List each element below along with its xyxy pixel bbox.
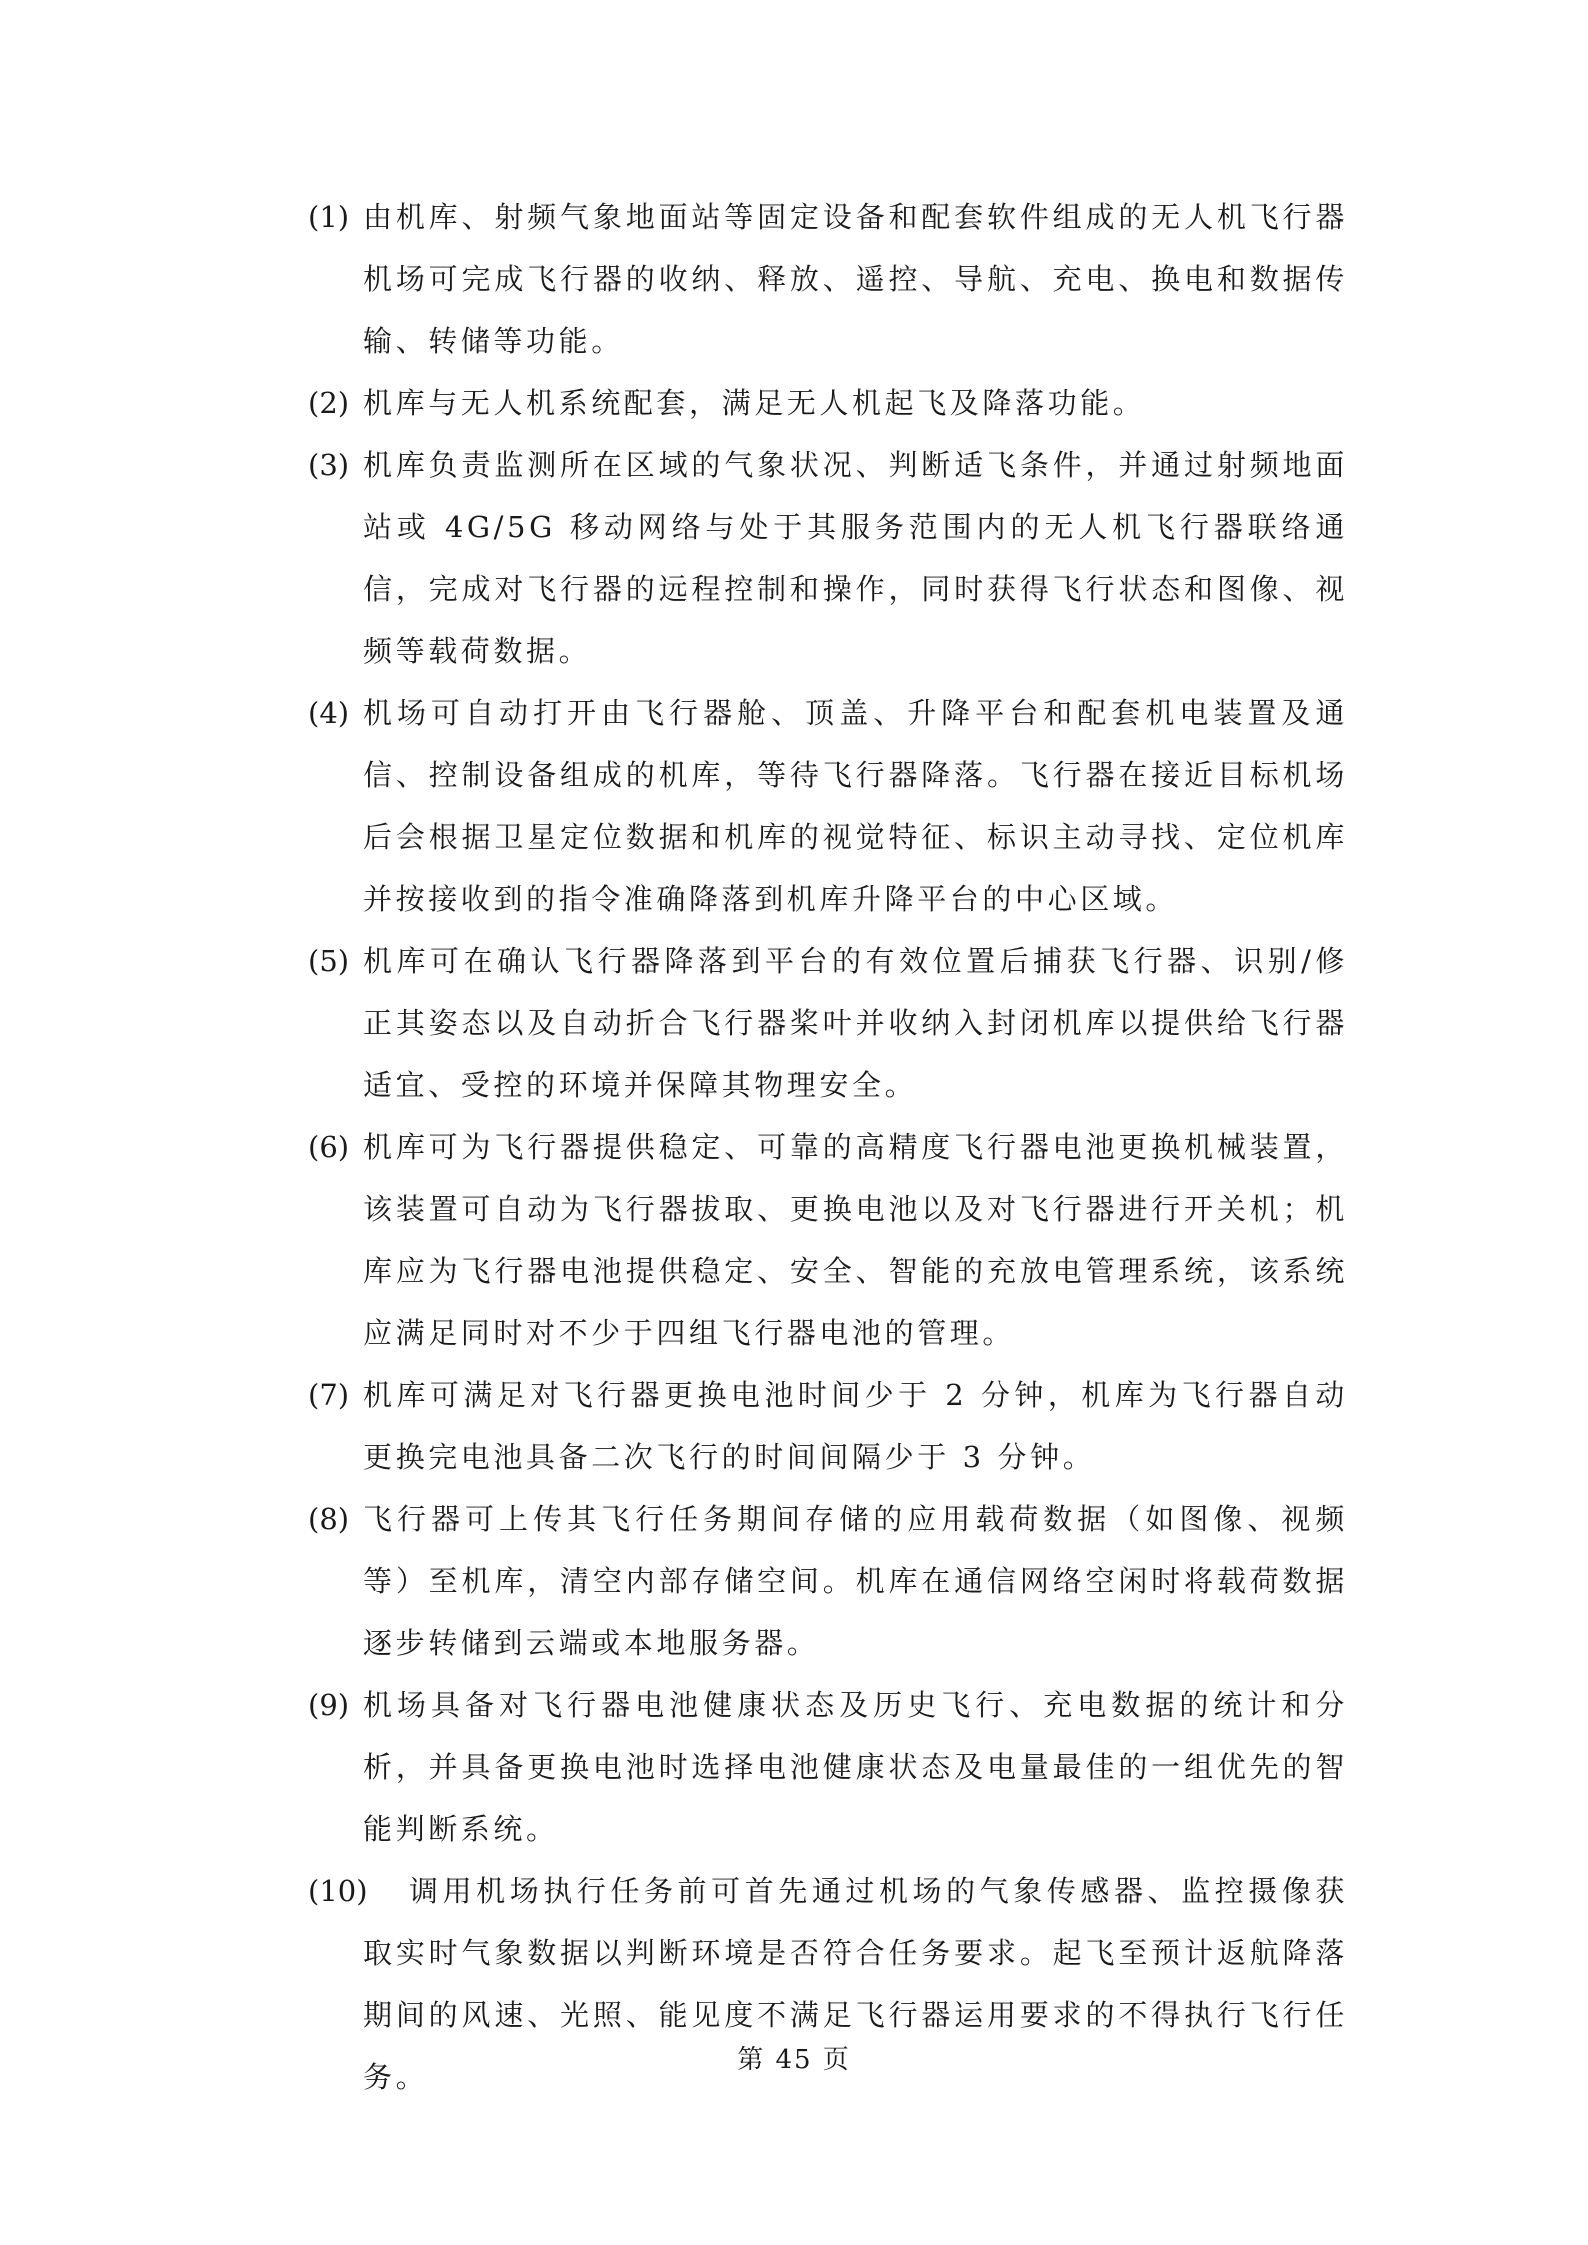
item-text: 机库负责监测所在区域的气象状况、判断适飞条件，并通过射频地面站或 4G/5G 移动网络与处于其服务范围内的无人机飞行器联络通信，完成对飞行器的远程控制和操作，同时获得飞行状态和图像、视频等载荷数据。: [363, 448, 1348, 668]
item-number: (5): [308, 944, 350, 978]
item-text: 机场具备对飞行器电池健康状态及历史飞行、充电数据的统计和分析，并具备更换电池时选择电池健康状态及电量最佳的一组优先的智能判断系统。: [363, 1688, 1348, 1846]
list-item: [308, 372, 1348, 434]
list-item: [308, 930, 1348, 1116]
list-item: [308, 1364, 1348, 1488]
list-item: [308, 186, 1348, 372]
item-text: 调用机场执行任务前可首先通过机场的气象传感器、监控摄像获取实时气象数据以判断环境是否符合任务要求。起飞至预计返航降落期间的风速、光照、能见度不满足飞行器运用要求的不得执行飞行任务。: [363, 1874, 1348, 2094]
list-item: [308, 1674, 1348, 1860]
item-number: (7): [308, 1378, 350, 1412]
list-item: [308, 1116, 1348, 1364]
item-number: (8): [308, 1502, 350, 1536]
item-number: (9): [308, 1688, 350, 1722]
item-text: 机库可满足对飞行器更换电池时间少于 2 分钟，机库为飞行器自动更换完电池具备二次飞行的时间间隔少于 3 分钟。: [363, 1378, 1348, 1474]
item-text: 飞行器可上传其飞行任务期间存储的应用载荷数据（如图像、视频等）至机库，清空内部存储空间。机库在通信网络空闲时将载荷数据逐步转储到云端或本地服务器。: [363, 1502, 1348, 1660]
item-number: (4): [308, 696, 350, 730]
item-text: 机库可为飞行器提供稳定、可靠的高精度飞行器电池更换机械装置，该装置可自动为飞行器拔取、更换电池以及对飞行器进行开关机；机库应为飞行器电池提供稳定、安全、智能的充放电管理系统，该系统应满足同时对不少于四组飞行器电池的管理。: [363, 1130, 1348, 1350]
item-text: 机场可自动打开由飞行器舱、顶盖、升降平台和配套机电装置及通信、控制设备组成的机库，等待飞行器降落。飞行器在接近目标机场后会根据卫星定位数据和机库的视觉特征、标识主动寻找、定位机库并按接收到的指令准确降落到机库升降平台的中心区域。: [363, 696, 1348, 916]
requirements-list: [308, 186, 1348, 2108]
item-text: 机库可在确认飞行器降落到平台的有效位置后捕获飞行器、识别/修正其姿态以及自动折合飞行器桨叶并收纳入封闭机库以提供给飞行器适宜、受控的环境并保障其物理安全。: [363, 944, 1348, 1102]
item-number: (1): [308, 200, 350, 234]
list-item: [308, 434, 1348, 682]
page-number: 第 45 页: [737, 2045, 851, 2075]
item-text: 由机库、射频气象地面站等固定设备和配套软件组成的无人机飞行器机场可完成飞行器的收纳、释放、遥控、导航、充电、换电和数据传输、转储等功能。: [363, 200, 1348, 358]
item-text: 机库与无人机系统配套，满足无人机起飞及降落功能。: [363, 386, 1146, 420]
item-number: (2): [308, 386, 350, 420]
list-item: [308, 682, 1348, 930]
item-number: (6): [308, 1130, 350, 1164]
item-number: (3): [308, 448, 350, 482]
list-item: [308, 1488, 1348, 1674]
item-number: (10): [308, 1874, 368, 1908]
